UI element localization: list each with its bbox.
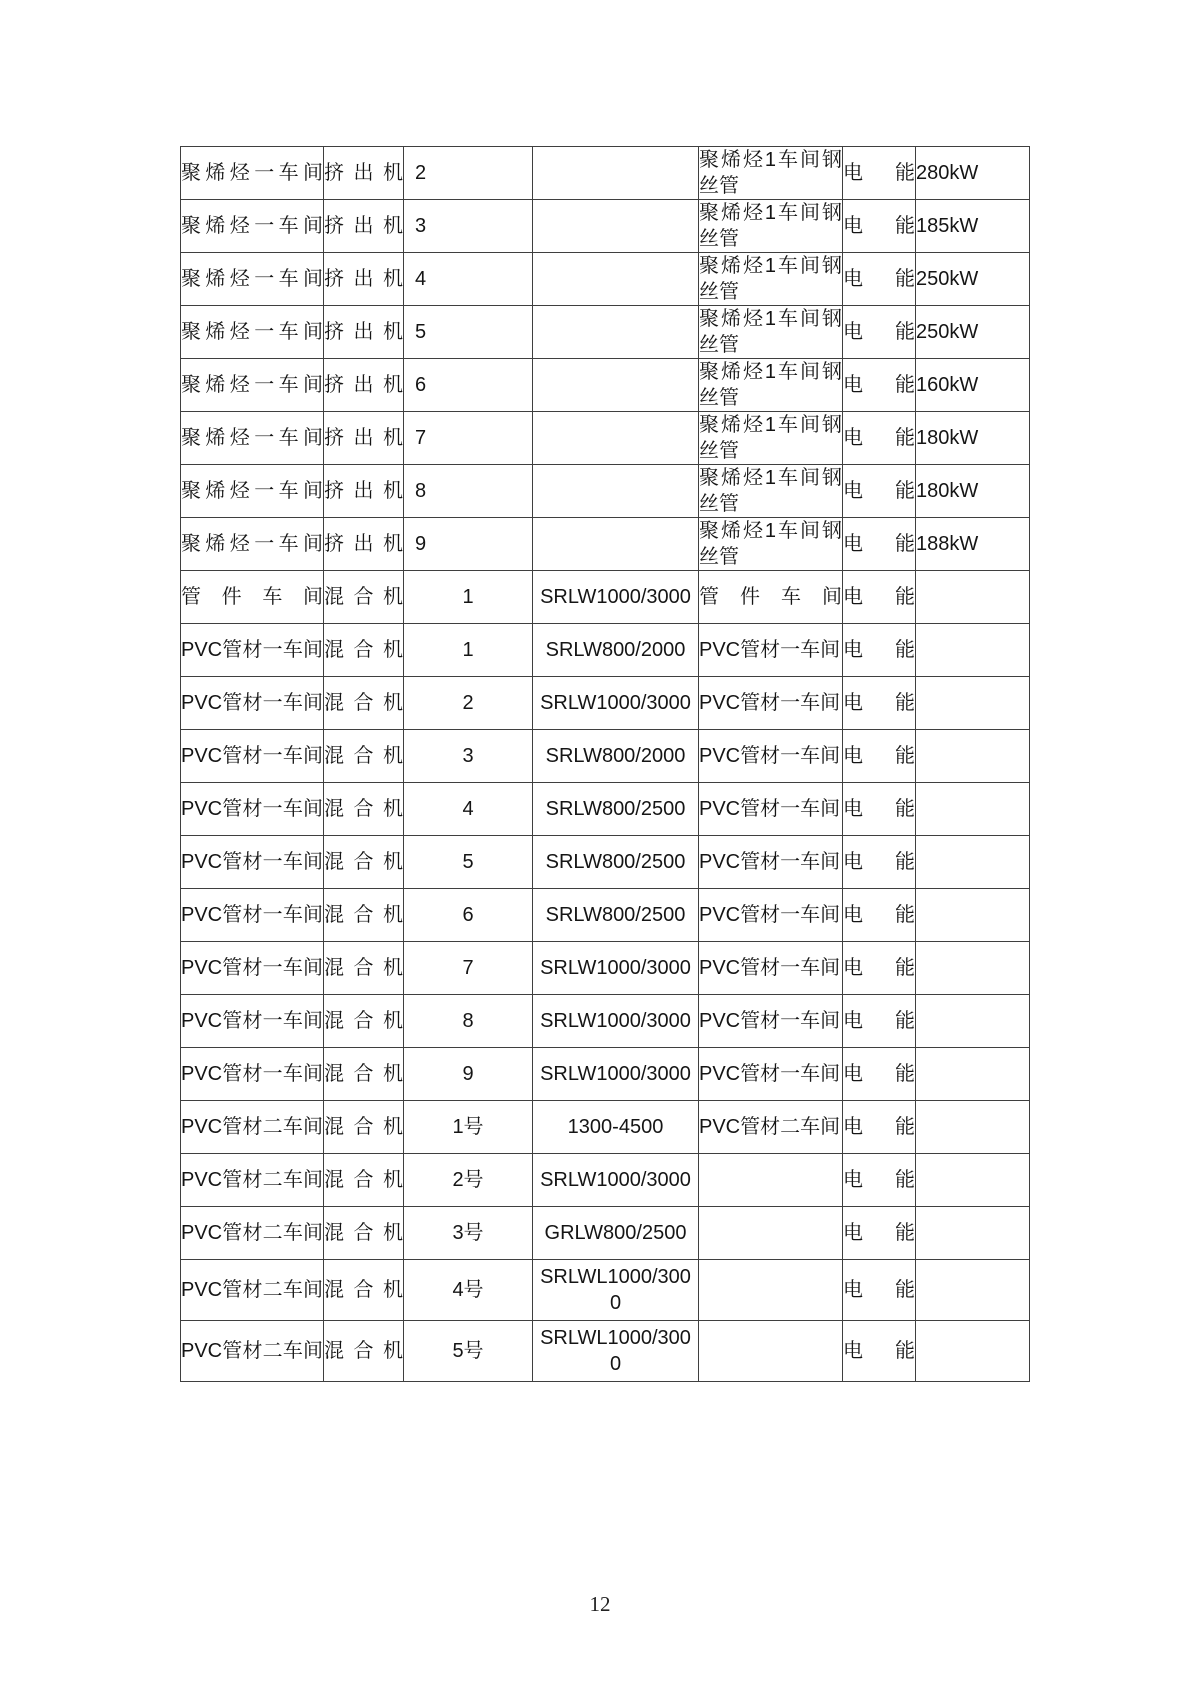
location-cell: 聚烯烃1车间钢丝管	[699, 412, 843, 465]
energy-cell: 电能	[843, 1154, 916, 1207]
model-text: SRLW1000/3000	[540, 1063, 691, 1086]
energy-cell: 电能	[843, 889, 916, 942]
power-cell	[916, 783, 1030, 836]
equipment-cell: 混合机	[324, 571, 404, 624]
equipment-cell: 挤出机	[324, 412, 404, 465]
number-cell: 5	[404, 306, 533, 359]
equipment-cell: 挤出机	[324, 518, 404, 571]
energy-cell: 电能	[843, 1207, 916, 1260]
table-row	[181, 1048, 1030, 1101]
number-cell: 1号	[404, 1101, 533, 1154]
equipment-cell: 混合机	[324, 1207, 404, 1260]
number-cell: 7	[404, 412, 533, 465]
table-row	[181, 1101, 1030, 1154]
equipment-cell: 混合机	[324, 624, 404, 677]
equipment-cell: 挤出机	[324, 147, 404, 200]
model-text: SRLW800/2000	[545, 745, 686, 768]
model-cell	[533, 1260, 699, 1321]
model-text: SRLW1000/3000	[540, 1010, 691, 1033]
power-cell	[916, 1101, 1030, 1154]
energy-cell: 电能	[843, 1260, 916, 1321]
model-cell	[533, 571, 699, 624]
power-cell	[916, 942, 1030, 995]
table-row	[181, 1207, 1030, 1260]
number-cell: 3	[404, 200, 533, 253]
location-cell: 管件车间	[699, 571, 843, 624]
model-text: SRLWL1000/3000	[540, 1266, 691, 1314]
location-cell: PVC管材一车间	[699, 889, 843, 942]
equipment-cell: 混合机	[324, 995, 404, 1048]
model-cell	[533, 1048, 699, 1101]
equipment-cell: 挤出机	[324, 200, 404, 253]
table-row	[181, 1154, 1030, 1207]
table-row	[181, 571, 1030, 624]
energy-cell: 电能	[843, 306, 916, 359]
workshop-cell: PVC管材二车间	[181, 1321, 324, 1382]
table-row	[181, 306, 1030, 359]
model-text: GRLW800/2500	[544, 1222, 687, 1245]
workshop-cell: 聚烯烃一车间	[181, 200, 324, 253]
energy-cell: 电能	[843, 465, 916, 518]
table-row	[181, 518, 1030, 571]
power-cell	[916, 995, 1030, 1048]
table-row	[181, 995, 1030, 1048]
energy-cell: 电能	[843, 412, 916, 465]
equipment-cell: 混合机	[324, 836, 404, 889]
power-cell: 160kW	[916, 359, 1030, 412]
model-text: 1300-4500	[567, 1116, 664, 1139]
power-cell: 250kW	[916, 306, 1030, 359]
workshop-cell: PVC管材一车间	[181, 677, 324, 730]
equipment-cell: 混合机	[324, 889, 404, 942]
workshop-cell: 聚烯烃一车间	[181, 306, 324, 359]
table-row	[181, 730, 1030, 783]
model-text: SRLW800/2500	[545, 851, 686, 874]
number-cell: 9	[404, 1048, 533, 1101]
energy-cell: 电能	[843, 359, 916, 412]
location-cell: 聚烯烃1车间钢丝管	[699, 518, 843, 571]
location-cell: PVC管材一车间	[699, 995, 843, 1048]
number-cell: 8	[404, 995, 533, 1048]
model-cell	[533, 624, 699, 677]
power-cell	[916, 624, 1030, 677]
equipment-cell: 混合机	[324, 677, 404, 730]
table-row	[181, 942, 1030, 995]
model-cell	[533, 1101, 699, 1154]
power-cell	[916, 677, 1030, 730]
table-row	[181, 677, 1030, 730]
workshop-cell: PVC管材一车间	[181, 783, 324, 836]
equipment-cell: 混合机	[324, 1260, 404, 1321]
number-cell: 9	[404, 518, 533, 571]
model-text: SRLW800/2000	[545, 639, 686, 662]
energy-cell: 电能	[843, 942, 916, 995]
table-row	[181, 200, 1030, 253]
model-cell	[533, 306, 699, 359]
model-text: SRLW1000/3000	[540, 692, 691, 715]
power-cell	[916, 1154, 1030, 1207]
location-cell: PVC管材一车间	[699, 1048, 843, 1101]
power-cell: 180kW	[916, 465, 1030, 518]
power-cell	[916, 1207, 1030, 1260]
number-cell: 7	[404, 942, 533, 995]
location-cell: PVC管材一车间	[699, 730, 843, 783]
workshop-cell: PVC管材一车间	[181, 889, 324, 942]
model-cell	[533, 942, 699, 995]
model-text: SRLW1000/3000	[540, 586, 691, 609]
energy-cell: 电能	[843, 147, 916, 200]
power-cell	[916, 1321, 1030, 1382]
number-cell: 2	[404, 677, 533, 730]
location-cell: PVC管材一车间	[699, 677, 843, 730]
table-row	[181, 783, 1030, 836]
power-cell	[916, 1048, 1030, 1101]
model-cell	[533, 1321, 699, 1382]
number-cell: 2号	[404, 1154, 533, 1207]
location-cell	[699, 1321, 843, 1382]
energy-cell: 电能	[843, 995, 916, 1048]
equipment-cell: 混合机	[324, 1154, 404, 1207]
power-cell	[916, 730, 1030, 783]
number-cell: 6	[404, 889, 533, 942]
location-cell: 聚烯烃1车间钢丝管	[699, 200, 843, 253]
number-cell: 4号	[404, 1260, 533, 1321]
energy-cell: 电能	[843, 1321, 916, 1382]
power-cell: 280kW	[916, 147, 1030, 200]
location-cell: 聚烯烃1车间钢丝管	[699, 465, 843, 518]
model-text: SRLW800/2500	[545, 904, 686, 927]
model-cell	[533, 147, 699, 200]
table-row	[181, 253, 1030, 306]
table-row	[181, 147, 1030, 200]
model-text: SRLWL1000/3000	[540, 1327, 691, 1375]
workshop-cell: PVC管材二车间	[181, 1154, 324, 1207]
equipment-cell: 挤出机	[324, 359, 404, 412]
workshop-cell: PVC管材一车间	[181, 1048, 324, 1101]
energy-cell: 电能	[843, 624, 916, 677]
equipment-cell: 混合机	[324, 1321, 404, 1382]
model-cell	[533, 465, 699, 518]
table-row	[181, 1260, 1030, 1321]
workshop-cell: PVC管材一车间	[181, 942, 324, 995]
location-cell	[699, 1260, 843, 1321]
workshop-cell: PVC管材一车间	[181, 995, 324, 1048]
workshop-cell: 管件车间	[181, 571, 324, 624]
model-cell	[533, 889, 699, 942]
location-cell: 聚烯烃1车间钢丝管	[699, 359, 843, 412]
number-cell: 6	[404, 359, 533, 412]
equipment-cell: 挤出机	[324, 465, 404, 518]
power-cell: 185kW	[916, 200, 1030, 253]
location-cell	[699, 1207, 843, 1260]
table-row	[181, 624, 1030, 677]
model-cell	[533, 836, 699, 889]
location-cell: 聚烯烃1车间钢丝管	[699, 147, 843, 200]
model-cell	[533, 518, 699, 571]
energy-cell: 电能	[843, 730, 916, 783]
workshop-cell: PVC管材二车间	[181, 1207, 324, 1260]
model-cell	[533, 783, 699, 836]
number-cell: 5号	[404, 1321, 533, 1382]
page-number: 12	[589, 1592, 611, 1616]
location-cell: PVC管材一车间	[699, 624, 843, 677]
energy-cell: 电能	[843, 836, 916, 889]
workshop-cell: 聚烯烃一车间	[181, 253, 324, 306]
energy-cell: 电能	[843, 1101, 916, 1154]
energy-cell: 电能	[843, 677, 916, 730]
location-cell: PVC管材一车间	[699, 942, 843, 995]
model-cell	[533, 1207, 699, 1260]
model-text: SRLW800/2500	[545, 798, 686, 821]
table-row	[181, 465, 1030, 518]
workshop-cell: PVC管材一车间	[181, 624, 324, 677]
model-cell	[533, 1154, 699, 1207]
model-cell	[533, 677, 699, 730]
power-cell	[916, 889, 1030, 942]
model-cell	[533, 253, 699, 306]
location-cell	[699, 1154, 843, 1207]
workshop-cell: 聚烯烃一车间	[181, 359, 324, 412]
equipment-cell: 混合机	[324, 730, 404, 783]
model-cell	[533, 412, 699, 465]
location-cell: PVC管材二车间	[699, 1101, 843, 1154]
energy-cell: 电能	[843, 200, 916, 253]
power-cell	[916, 1260, 1030, 1321]
equipment-table-body	[181, 147, 1030, 1382]
equipment-cell: 挤出机	[324, 306, 404, 359]
number-cell: 4	[404, 783, 533, 836]
table-row	[181, 1321, 1030, 1382]
table-row	[181, 412, 1030, 465]
energy-cell: 电能	[843, 783, 916, 836]
number-cell: 3	[404, 730, 533, 783]
model-text: SRLW1000/3000	[540, 1169, 691, 1192]
energy-cell: 电能	[843, 1048, 916, 1101]
table-row	[181, 359, 1030, 412]
power-cell: 180kW	[916, 412, 1030, 465]
number-cell: 3号	[404, 1207, 533, 1260]
power-cell	[916, 836, 1030, 889]
energy-cell: 电能	[843, 571, 916, 624]
location-cell: PVC管材一车间	[699, 836, 843, 889]
workshop-cell: PVC管材一车间	[181, 730, 324, 783]
workshop-cell: 聚烯烃一车间	[181, 147, 324, 200]
number-cell: 1	[404, 624, 533, 677]
power-cell: 188kW	[916, 518, 1030, 571]
equipment-cell: 混合机	[324, 1101, 404, 1154]
equipment-cell: 混合机	[324, 942, 404, 995]
model-text: SRLW1000/3000	[540, 957, 691, 980]
energy-cell: 电能	[843, 518, 916, 571]
table-row	[181, 836, 1030, 889]
table-row	[181, 889, 1030, 942]
workshop-cell: 聚烯烃一车间	[181, 465, 324, 518]
equipment-cell: 挤出机	[324, 253, 404, 306]
power-cell	[916, 571, 1030, 624]
workshop-cell: PVC管材二车间	[181, 1101, 324, 1154]
power-cell: 250kW	[916, 253, 1030, 306]
workshop-cell: 聚烯烃一车间	[181, 518, 324, 571]
model-cell	[533, 995, 699, 1048]
number-cell: 5	[404, 836, 533, 889]
number-cell: 8	[404, 465, 533, 518]
workshop-cell: PVC管材一车间	[181, 836, 324, 889]
model-cell	[533, 200, 699, 253]
model-cell	[533, 730, 699, 783]
workshop-cell: 聚烯烃一车间	[181, 412, 324, 465]
energy-cell: 电能	[843, 253, 916, 306]
equipment-table	[180, 146, 1030, 1382]
location-cell: PVC管材一车间	[699, 783, 843, 836]
number-cell: 1	[404, 571, 533, 624]
number-cell: 4	[404, 253, 533, 306]
model-cell	[533, 359, 699, 412]
location-cell: 聚烯烃1车间钢丝管	[699, 306, 843, 359]
workshop-cell: PVC管材二车间	[181, 1260, 324, 1321]
equipment-cell: 混合机	[324, 783, 404, 836]
equipment-cell: 混合机	[324, 1048, 404, 1101]
location-cell: 聚烯烃1车间钢丝管	[699, 253, 843, 306]
number-cell: 2	[404, 147, 533, 200]
